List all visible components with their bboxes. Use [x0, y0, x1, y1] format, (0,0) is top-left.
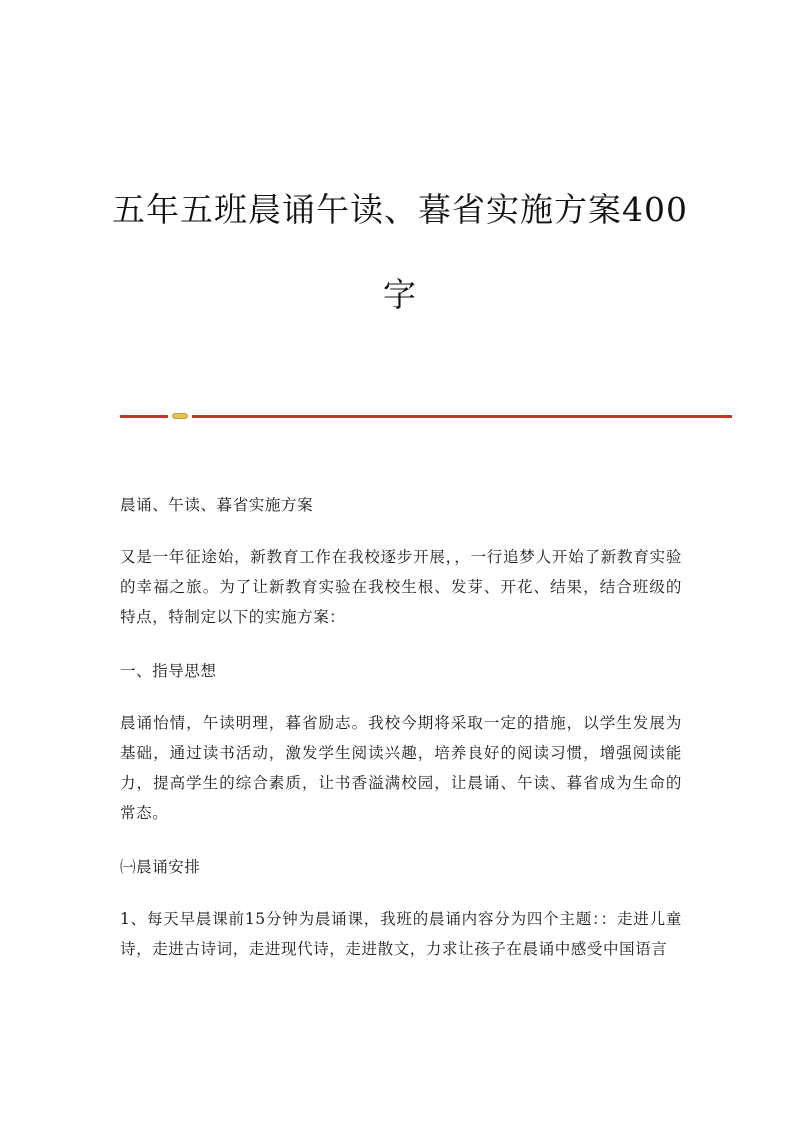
document-title-line-2: 字: [383, 275, 417, 314]
paragraph-morning-recitation-1: 1、每天早晨课前15分钟为晨诵课，我班的晨诵内容分为四个主题：：走进儿童诗，走进古诗词，走进现代诗，走进散文，力求让孩子在晨诵中感受中国语言: [120, 910, 682, 958]
divider-bar-left: [120, 415, 168, 418]
paragraph-intro: 又是一年征途始，新教育工作在我校逐步开展，，一行追梦人开始了新教育实验的幸福之旅。为了让新教育实验在我校生根、发芽、开花、结果，结合班级的特点，特制定以下的实施方案：: [120, 548, 682, 626]
section-heading-guiding-ideology: 一、指导思想: [120, 662, 217, 680]
section-heading-morning-recitation: ㈠晨诵安排: [120, 858, 201, 876]
paragraph-subtitle: 晨诵、午读、暮省实施方案: [120, 496, 314, 514]
document-body: [120, 490, 682, 988]
divider-bar-right: [192, 415, 732, 418]
title-divider: [120, 413, 732, 421]
divider-ornament: [172, 413, 188, 419]
document-title-line-1: 五年五班晨诵午读、暮省实施方案400: [112, 190, 688, 229]
paragraph-guiding-ideology: 晨诵怡情，午读明理，暮省励志。我校今期将采取一定的措施，以学生发展为基础，通过读书活动，激发学生阅读兴趣，培养良好的阅读习惯，增强阅读能力，提高学生的综合素质，让书香溢满校园，让晨诵、午读、暮省成为生命的常态。: [120, 714, 682, 822]
